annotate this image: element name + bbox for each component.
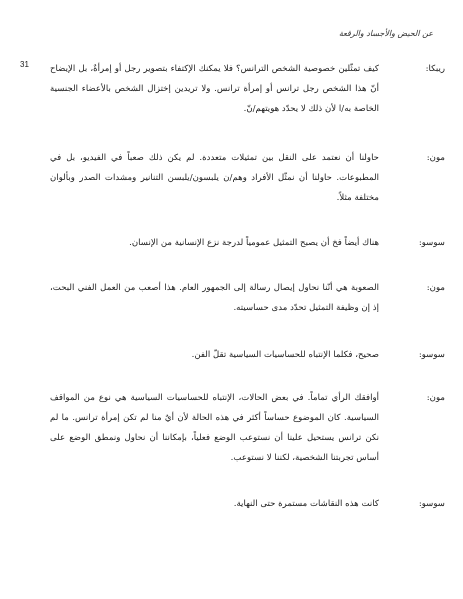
page-number: 31 [20, 60, 29, 69]
utterance-text: كانت هذه النقاشات مستمرة حتى النهاية. [233, 499, 379, 509]
utterance-text: أوافقك الرأي تماماً. في بعض الحالات، الإنتباه للحساسيات السياسية هي نوع من المواقف السياسية. كان الموضوع حساساً أكثر في هذه الحالة لأن أيٌ منا لم تكن إمرأة ترانس. ما لم نكن ترانس يستحيل علينا أن نستوعب الوضع فعلياً، بإمكاننا أن نحاول ونمطق الوضع على أساس تجربتنا الشخصية، لكننا لا نستوعب. [50, 393, 379, 463]
speaker-label: سوسو: [418, 238, 445, 248]
dialogue-entry [50, 345, 445, 365]
speaker-label: مون: [426, 393, 445, 403]
utterance-text: كيف تمثّلين خصوصية الشخص الترانس؟ فلا يمكنك الإكتفاء بتصوير رجل أو إمرأةٌ، بل الإيضاح أنّ هذا الشخص رجل ترانس أو إمرأة ترانس. ولا تريدين إختزال الشخص بالأعضاء الجنسية الخاصة به/ا لأن ذلك لا يحدّد هويتهم/نّ. [50, 64, 379, 114]
running-header: عن الحيض والأجساد والرقعة [338, 29, 433, 38]
dialogue-entry [50, 233, 445, 253]
speaker-label: سوسو: [418, 350, 445, 360]
utterance-text: صحيح، فكلما الإنتباه للحساسيات السياسية تقلّ الفن. [191, 350, 379, 360]
dialogue-entry [50, 494, 445, 514]
utterance-text: هناك أيضاً فخ أن يصبح التمثيل عمومياً لدرجة نزع الإنسانية من الإنسان. [129, 238, 379, 248]
speaker-label: مون: [426, 283, 445, 293]
dialogue-entry [50, 278, 445, 318]
speaker-label: سوسو: [418, 499, 445, 509]
dialogue-entry [50, 148, 445, 208]
speaker-label: ريبكا: [425, 64, 445, 74]
dialogue-entry [50, 388, 445, 468]
interview-transcript [50, 59, 445, 514]
dialogue-entry [50, 59, 445, 119]
speaker-label: مون: [426, 153, 445, 163]
utterance-text: حاولنا أن نعتمد على النقل بين تمثيلات متعددة. لم يكن ذلك صعباً في الفيديو، بل في المطبوعات. حاولنا أن نمثّل الأفراد وهم/ن يلبسون/يلبسن التنانير ومشدات الصدر وبألوان مختلفة مثلاً. [50, 153, 379, 203]
utterance-text: الصعوبة هي أنّنا نحاول إيصال رسالة إلى الجمهور العام. هذا أصعب من العمل الفني البحت، إذ إن وظيفة التمثيل تحدّد مدى حساسيته. [50, 283, 379, 313]
